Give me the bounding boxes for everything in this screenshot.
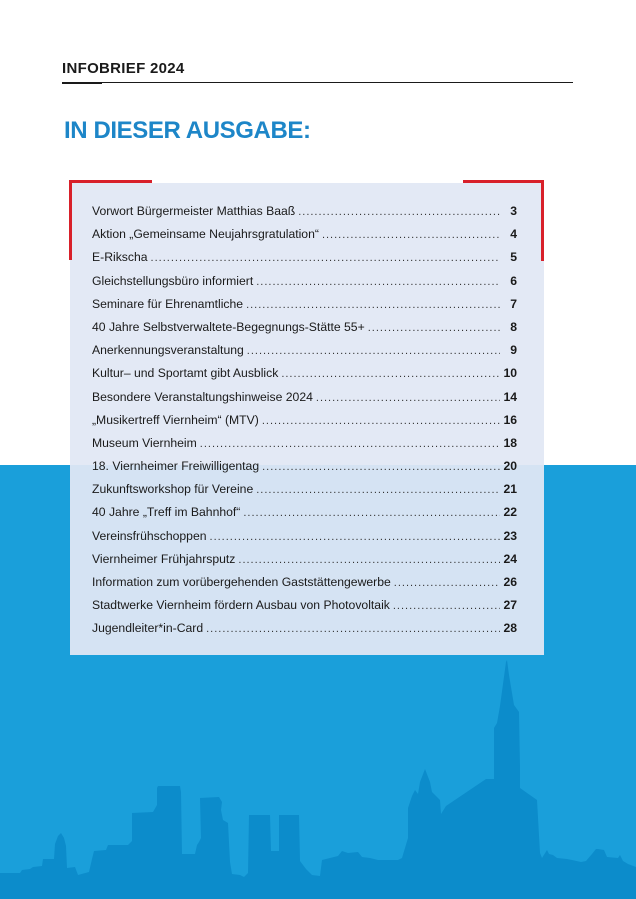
toc-entry-title: Aktion „Gemeinsame Neujahrsgratulation“ — [92, 227, 319, 242]
toc-entry[interactable] — [92, 598, 517, 621]
toc-entry-page: 23 — [503, 528, 517, 543]
corner-bracket-left-top — [69, 180, 152, 183]
toc-entry[interactable] — [92, 482, 517, 505]
toc-entry-page: 8 — [510, 319, 517, 334]
toc-dot-leader — [247, 345, 500, 357]
toc-dot-leader — [256, 276, 500, 288]
toc-entry[interactable] — [92, 297, 517, 320]
toc-entry-title: „Musikertreff Viernheim“ (MTV) — [92, 412, 259, 427]
toc-entry[interactable] — [92, 366, 517, 389]
corner-bracket-left — [69, 180, 72, 260]
city-skyline-icon — [0, 640, 636, 899]
toc-entry[interactable] — [92, 575, 517, 598]
toc-entry-title: Kultur– und Sportamt gibt Ausblick — [92, 366, 279, 381]
toc-entry-title: Vereinsfrühschoppen — [92, 528, 207, 543]
toc-entry-title: Jugendleiter*in-Card — [92, 621, 204, 636]
toc-entry-title: Stadtwerke Viernheim fördern Ausbau von Photovoltaik — [92, 598, 390, 613]
toc-entry[interactable] — [92, 320, 517, 343]
toc-entry[interactable] — [92, 552, 517, 575]
toc-list — [92, 204, 517, 645]
toc-entry-page: 16 — [503, 412, 517, 427]
toc-entry-page: 27 — [503, 598, 517, 613]
toc-entry-page: 3 — [510, 204, 517, 218]
toc-entry-title: 18. Viernheimer Freiwilligentag — [92, 459, 260, 474]
toc-entry-title: Seminare für Ehrenamtliche — [92, 296, 244, 311]
toc-entry-page: 21 — [503, 482, 517, 497]
toc-entry-title: Museum Viernheim — [92, 435, 197, 450]
toc-entry[interactable] — [92, 390, 517, 413]
toc-entry[interactable] — [92, 250, 517, 273]
toc-entry-page: 14 — [503, 389, 517, 404]
toc-entry-title: Viernheimer Frühjahrsputz — [92, 551, 236, 566]
header-divider — [62, 82, 573, 83]
header-divider-accent — [62, 82, 102, 84]
toc-entry[interactable] — [92, 459, 517, 482]
toc-entry-title: 40 Jahre „Treff im Bahnhof“ — [92, 505, 241, 520]
toc-dot-leader — [394, 577, 500, 589]
toc-entry-page: 5 — [510, 250, 517, 265]
toc-entry-page: 22 — [503, 505, 517, 520]
toc-dot-leader — [256, 484, 500, 496]
toc-dot-leader — [298, 206, 500, 218]
toc-entry-page: 4 — [510, 227, 517, 242]
toc-entry[interactable] — [92, 529, 517, 552]
toc-dot-leader — [322, 229, 500, 241]
toc-entry[interactable] — [92, 274, 517, 297]
toc-entry[interactable] — [92, 505, 517, 528]
toc-entry[interactable] — [92, 204, 517, 227]
toc-entry-title: Information zum vorübergehenden Gaststättengewerbe — [92, 575, 391, 589]
toc-dot-leader — [200, 438, 500, 450]
toc-dot-leader — [262, 461, 500, 473]
toc-dot-leader — [243, 507, 500, 519]
toc-dot-leader — [368, 322, 500, 334]
toc-entry-page: 24 — [503, 551, 517, 566]
corner-bracket-right-top — [463, 180, 544, 183]
toc-dot-leader — [281, 368, 500, 380]
toc-entry-title: Vorwort Bürgermeister Matthias Baaß — [92, 204, 296, 218]
toc-entry[interactable] — [92, 436, 517, 459]
corner-bracket-right — [541, 180, 544, 261]
toc-entry-title: E-Rikscha — [92, 250, 148, 265]
toc-entry-page: 26 — [503, 575, 517, 589]
toc-entry[interactable] — [92, 343, 517, 366]
toc-entry[interactable] — [92, 227, 517, 250]
toc-dot-leader — [316, 392, 500, 404]
toc-dot-leader — [210, 531, 500, 543]
toc-entry-title: Besondere Veranstaltungshinweise 2024 — [92, 389, 313, 404]
toc-entry[interactable] — [92, 621, 517, 644]
toc-dot-leader — [262, 415, 500, 427]
toc-entry-page: 18 — [503, 435, 517, 450]
toc-entry-page: 28 — [503, 621, 517, 636]
toc-dot-leader — [206, 623, 500, 635]
toc-dot-leader — [238, 554, 500, 566]
toc-entry-title: Anerkennungsveranstaltung — [92, 343, 244, 358]
toc-dot-leader — [393, 600, 500, 612]
toc-entry-title: 40 Jahre Selbstverwaltete-Begegnungs-Stätte 55+ — [92, 319, 365, 334]
toc-entry-page: 6 — [510, 273, 517, 288]
toc-entry[interactable] — [92, 413, 517, 436]
toc-dot-leader — [151, 252, 500, 264]
toc-entry-page: 7 — [510, 296, 517, 311]
toc-entry-page: 20 — [503, 459, 517, 474]
toc-entry-title: Gleichstellungsbüro informiert — [92, 273, 254, 288]
toc-entry-page: 9 — [510, 343, 517, 358]
toc-entry-page: 10 — [503, 366, 517, 381]
header-title: INFOBRIEF 2024 — [62, 60, 185, 77]
section-title: IN DIESER AUSGABE: — [64, 117, 311, 144]
toc-entry-title: Zukunftsworkshop für Vereine — [92, 482, 254, 497]
toc-dot-leader — [246, 299, 500, 311]
